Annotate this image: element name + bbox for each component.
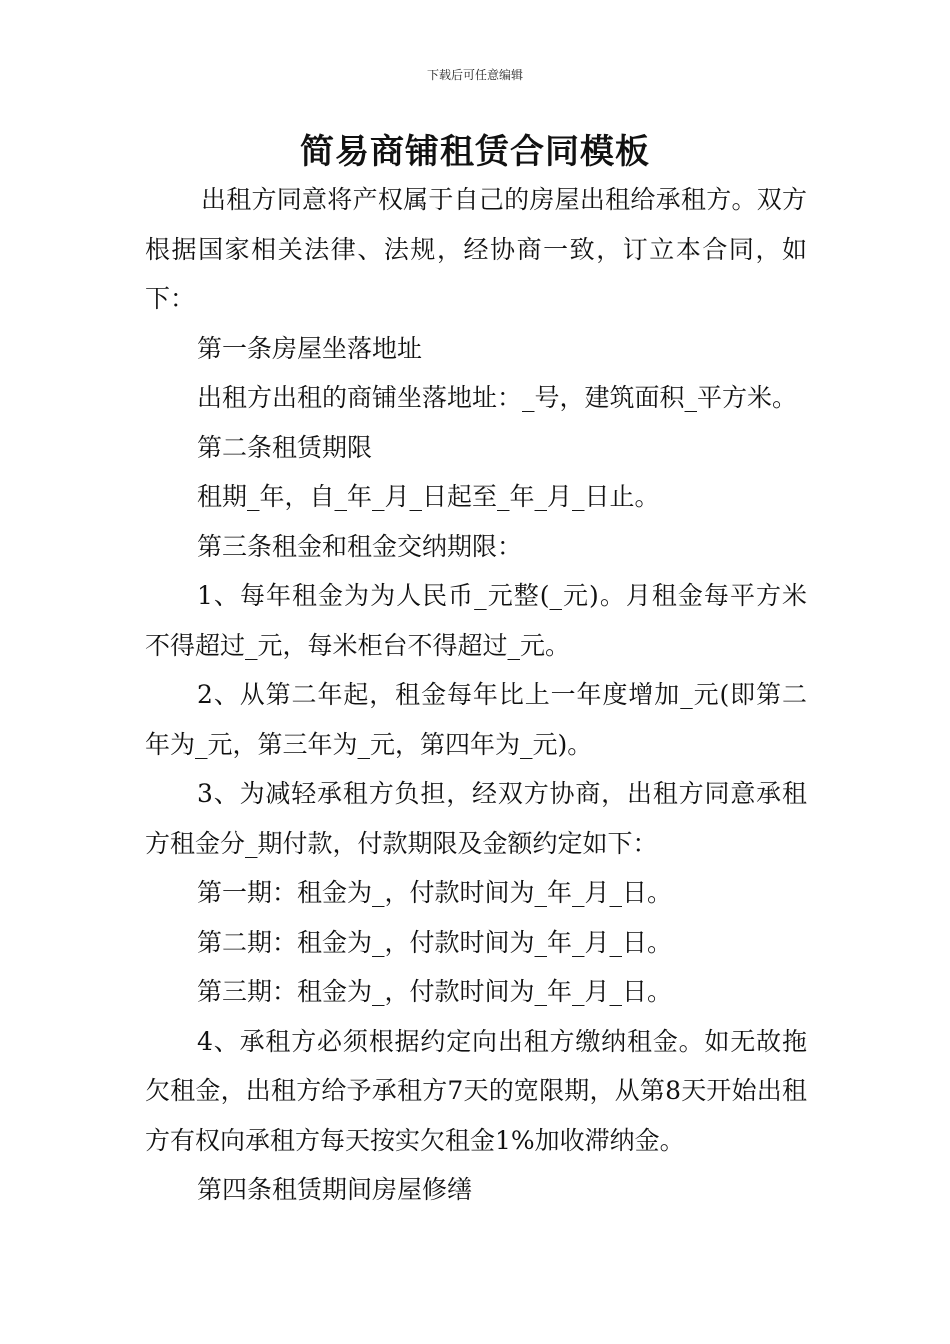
document-title: 简易商铺租赁合同模板 (300, 132, 650, 172)
article-4-heading: 第四条租赁期间房屋修缮 (197, 1175, 473, 1204)
article-2-heading: 第二条租赁期限 (197, 432, 373, 462)
intro-paragraph: 出租方同意将产权属于自己的房屋出租给承租方。双方根据国家相关法律、法规，经协商一致，订立本合同，如下： (145, 185, 807, 313)
article-1-text: 出租方出租的商铺坐落地址：_号，建筑面积_平方米。 (197, 383, 798, 412)
installment-3: 第三期：租金为_，付款时间为_年_月_日。 (197, 977, 673, 1006)
article-3-clause-1: 1、每年租金为为人民币_元整(_元)。月租金每平方米不得超过_元，每米柜台不得超过_元。 (145, 581, 807, 660)
installment-2: 第二期：租金为_，付款时间为_年_月_日。 (197, 927, 673, 957)
article-1-heading: 第一条房屋坐落地址 (197, 333, 423, 363)
article-3-clause-2: 2、从第二年起，租金每年比上一年度增加_元(即第二年为_元，第三年为_元，第四年为_元)。 (145, 680, 807, 759)
article-2-text: 租期_年，自_年_月_日起至_年_月_日止。 (197, 482, 660, 511)
header-note: 下载后可任意编辑 (426, 68, 523, 82)
installment-1: 第一期：租金为_，付款时间为_年_月_日。 (197, 878, 673, 907)
article-3-heading: 第三条租金和租金交纳期限： (197, 531, 523, 561)
article-3-clause-4: 4、承租方必须根据约定向出租方缴纳租金。如无故拖欠租金，出租方给予承租方7天的宽限期，从第8天开始出租方有权向承租方每天按实欠租金1%加收滞纳金。 (145, 1026, 807, 1155)
article-3-clause-3: 3、为减轻承租方负担，经双方协商，出租方同意承租方租金分_期付款，付款期限及金额约定如下： (145, 779, 807, 858)
contract-body (145, 175, 807, 1215)
